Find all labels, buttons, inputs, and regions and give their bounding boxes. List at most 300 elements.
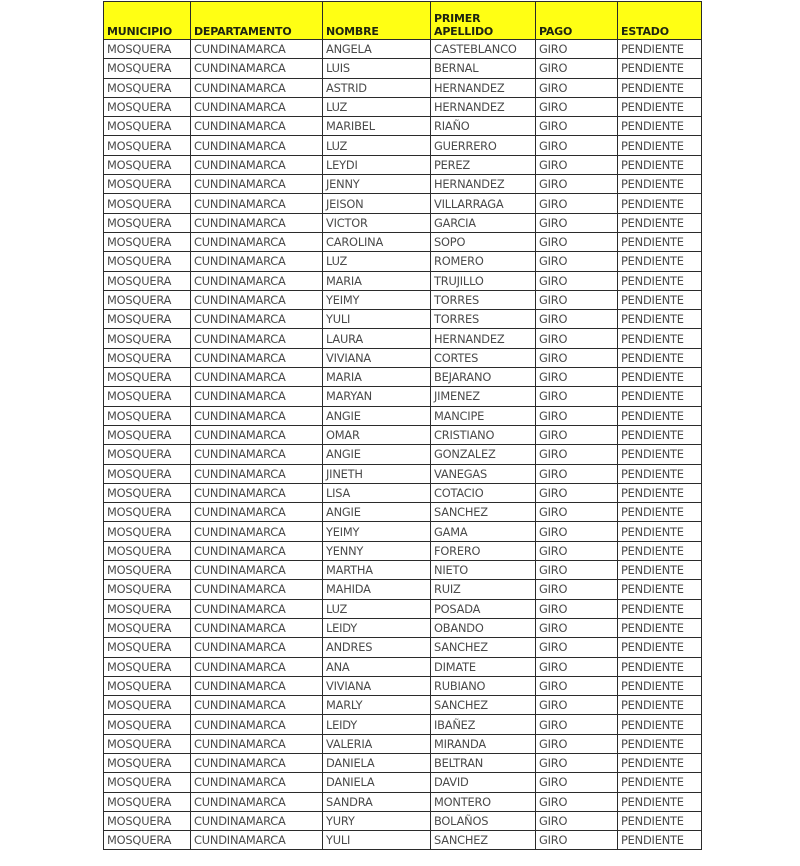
cell-municipio: MOSQUERA [104,329,191,348]
cell-estado: PENDIENTE [618,406,702,425]
cell-primer-apellido: COTACIO [431,483,536,502]
cell-primer-apellido: HERNANDEZ [431,97,536,116]
cell-pago: GIRO [536,348,618,367]
cell-municipio: MOSQUERA [104,561,191,580]
cell-pago: GIRO [536,175,618,194]
table-row [104,811,702,830]
cell-nombre: YENNY [323,541,431,560]
cell-primer-apellido: IBAÑEZ [431,715,536,734]
cell-pago: GIRO [536,59,618,78]
cell-nombre: DANIELA [323,773,431,792]
cell-pago: GIRO [536,464,618,483]
table-row [104,59,702,78]
table-row [104,734,702,753]
cell-pago: GIRO [536,271,618,290]
table-row [104,348,702,367]
cell-estado: PENDIENTE [618,638,702,657]
cell-departamento: CUNDINAMARCA [191,657,323,676]
cell-primer-apellido: BEJARANO [431,368,536,387]
cell-municipio: MOSQUERA [104,811,191,830]
cell-primer-apellido: BELTRAN [431,753,536,772]
cell-municipio: MOSQUERA [104,734,191,753]
cell-pago: GIRO [536,657,618,676]
cell-primer-apellido: HERNANDEZ [431,329,536,348]
cell-primer-apellido: RIAÑO [431,117,536,136]
cell-municipio: MOSQUERA [104,445,191,464]
cell-departamento: CUNDINAMARCA [191,387,323,406]
cell-nombre: JEISON [323,194,431,213]
cell-municipio: MOSQUERA [104,599,191,618]
cell-municipio: MOSQUERA [104,78,191,97]
cell-primer-apellido: MIRANDA [431,734,536,753]
table-row [104,464,702,483]
cell-estado: PENDIENTE [618,40,702,59]
cell-primer-apellido: HERNANDEZ [431,78,536,97]
cell-departamento: CUNDINAMARCA [191,561,323,580]
cell-primer-apellido: PEREZ [431,155,536,174]
table-row [104,252,702,271]
cell-estado: PENDIENTE [618,425,702,444]
cell-nombre: LUIS [323,59,431,78]
cell-pago: GIRO [536,522,618,541]
cell-estado: PENDIENTE [618,580,702,599]
header-primer-apellido-line2: APELLIDO [434,25,494,38]
cell-pago: GIRO [536,136,618,155]
cell-municipio: MOSQUERA [104,368,191,387]
cell-primer-apellido: GUERRERO [431,136,536,155]
table-row [104,271,702,290]
cell-estado: PENDIENTE [618,290,702,309]
cell-estado: PENDIENTE [618,252,702,271]
table-row [104,792,702,811]
cell-estado: PENDIENTE [618,734,702,753]
table-row [104,503,702,522]
cell-primer-apellido: SANCHEZ [431,831,536,850]
cell-pago: GIRO [536,406,618,425]
cell-municipio: MOSQUERA [104,252,191,271]
table-row [104,483,702,502]
cell-nombre: JINETH [323,464,431,483]
table-row [104,290,702,309]
cell-pago: GIRO [536,541,618,560]
cell-nombre: YULI [323,831,431,850]
cell-nombre: DANIELA [323,753,431,772]
cell-municipio: MOSQUERA [104,676,191,695]
cell-nombre: YURY [323,811,431,830]
table-row [104,676,702,695]
table-row [104,773,702,792]
cell-estado: PENDIENTE [618,831,702,850]
cell-departamento: CUNDINAMARCA [191,618,323,637]
cell-municipio: MOSQUERA [104,657,191,676]
cell-pago: GIRO [536,483,618,502]
cell-departamento: CUNDINAMARCA [191,638,323,657]
cell-municipio: MOSQUERA [104,59,191,78]
table-row [104,329,702,348]
cell-municipio: MOSQUERA [104,387,191,406]
cell-nombre: LUZ [323,252,431,271]
cell-nombre: MAHIDA [323,580,431,599]
cell-municipio: MOSQUERA [104,541,191,560]
cell-primer-apellido: DIMATE [431,657,536,676]
header-row [104,2,702,40]
cell-pago: GIRO [536,232,618,251]
cell-pago: GIRO [536,580,618,599]
cell-pago: GIRO [536,310,618,329]
table-row [104,580,702,599]
cell-municipio: MOSQUERA [104,310,191,329]
cell-departamento: CUNDINAMARCA [191,213,323,232]
cell-municipio: MOSQUERA [104,425,191,444]
cell-municipio: MOSQUERA [104,753,191,772]
cell-primer-apellido: JIMENEZ [431,387,536,406]
cell-nombre: LAURA [323,329,431,348]
cell-municipio: MOSQUERA [104,618,191,637]
cell-primer-apellido: MANCIPE [431,406,536,425]
cell-primer-apellido: GAMA [431,522,536,541]
cell-departamento: CUNDINAMARCA [191,117,323,136]
cell-departamento: CUNDINAMARCA [191,194,323,213]
cell-departamento: CUNDINAMARCA [191,97,323,116]
cell-municipio: MOSQUERA [104,271,191,290]
header-municipio: MUNICIPIO [104,2,191,40]
cell-primer-apellido: FORERO [431,541,536,560]
cell-nombre: LUZ [323,599,431,618]
cell-estado: PENDIENTE [618,657,702,676]
header-estado: ESTADO [618,2,702,40]
table-row [104,175,702,194]
cell-municipio: MOSQUERA [104,464,191,483]
cell-primer-apellido: ROMERO [431,252,536,271]
cell-nombre: MARIBEL [323,117,431,136]
cell-estado: PENDIENTE [618,155,702,174]
cell-departamento: CUNDINAMARCA [191,676,323,695]
cell-primer-apellido: MONTERO [431,792,536,811]
cell-pago: GIRO [536,561,618,580]
cell-municipio: MOSQUERA [104,638,191,657]
cell-pago: GIRO [536,734,618,753]
cell-estado: PENDIENTE [618,387,702,406]
cell-municipio: MOSQUERA [104,348,191,367]
cell-departamento: CUNDINAMARCA [191,734,323,753]
cell-estado: PENDIENTE [618,753,702,772]
cell-municipio: MOSQUERA [104,773,191,792]
cell-pago: GIRO [536,696,618,715]
cell-nombre: ASTRID [323,78,431,97]
cell-estado: PENDIENTE [618,503,702,522]
table-row [104,445,702,464]
cell-nombre: JENNY [323,175,431,194]
cell-nombre: ANGIE [323,503,431,522]
cell-primer-apellido: NIETO [431,561,536,580]
cell-primer-apellido: OBANDO [431,618,536,637]
cell-departamento: CUNDINAMARCA [191,310,323,329]
cell-estado: PENDIENTE [618,522,702,541]
cell-pago: GIRO [536,387,618,406]
header-pago: PAGO [536,2,618,40]
cell-primer-apellido: CORTES [431,348,536,367]
cell-pago: GIRO [536,78,618,97]
cell-primer-apellido: BOLAÑOS [431,811,536,830]
cell-nombre: LISA [323,483,431,502]
cell-primer-apellido: SANCHEZ [431,638,536,657]
table-row [104,638,702,657]
cell-nombre: LUZ [323,136,431,155]
table-row [104,232,702,251]
table-row [104,696,702,715]
cell-pago: GIRO [536,753,618,772]
table-row [104,368,702,387]
cell-estado: PENDIENTE [618,792,702,811]
cell-departamento: CUNDINAMARCA [191,503,323,522]
cell-departamento: CUNDINAMARCA [191,696,323,715]
table-row [104,310,702,329]
cell-pago: GIRO [536,117,618,136]
table-row [104,561,702,580]
cell-municipio: MOSQUERA [104,483,191,502]
cell-estado: PENDIENTE [618,194,702,213]
table-row [104,599,702,618]
cell-pago: GIRO [536,97,618,116]
cell-municipio: MOSQUERA [104,696,191,715]
cell-departamento: CUNDINAMARCA [191,252,323,271]
cell-estado: PENDIENTE [618,618,702,637]
cell-pago: GIRO [536,40,618,59]
cell-pago: GIRO [536,252,618,271]
cell-pago: GIRO [536,638,618,657]
cell-nombre: MARIA [323,368,431,387]
cell-nombre: SANDRA [323,792,431,811]
table-row [104,155,702,174]
cell-estado: PENDIENTE [618,445,702,464]
table-row [104,213,702,232]
cell-pago: GIRO [536,811,618,830]
table-row [104,406,702,425]
cell-estado: PENDIENTE [618,175,702,194]
cell-nombre: ANGELA [323,40,431,59]
table-body [104,40,702,850]
cell-departamento: CUNDINAMARCA [191,541,323,560]
cell-pago: GIRO [536,503,618,522]
cell-nombre: OMAR [323,425,431,444]
table-row [104,522,702,541]
cell-departamento: CUNDINAMARCA [191,445,323,464]
table-row [104,117,702,136]
cell-nombre: MARLY [323,696,431,715]
cell-estado: PENDIENTE [618,561,702,580]
cell-primer-apellido: VANEGAS [431,464,536,483]
cell-estado: PENDIENTE [618,368,702,387]
cell-municipio: MOSQUERA [104,136,191,155]
cell-municipio: MOSQUERA [104,40,191,59]
cell-departamento: CUNDINAMARCA [191,290,323,309]
cell-municipio: MOSQUERA [104,715,191,734]
cell-departamento: CUNDINAMARCA [191,175,323,194]
cell-nombre: ANDRES [323,638,431,657]
cell-nombre: MARIA [323,271,431,290]
cell-estado: PENDIENTE [618,59,702,78]
cell-nombre: LEIDY [323,618,431,637]
cell-departamento: CUNDINAMARCA [191,792,323,811]
cell-departamento: CUNDINAMARCA [191,464,323,483]
cell-departamento: CUNDINAMARCA [191,580,323,599]
table-row [104,657,702,676]
header-nombre: NOMBRE [323,2,431,40]
cell-municipio: MOSQUERA [104,97,191,116]
cell-primer-apellido: DAVID [431,773,536,792]
cell-estado: PENDIENTE [618,676,702,695]
cell-pago: GIRO [536,773,618,792]
cell-estado: PENDIENTE [618,329,702,348]
cell-primer-apellido: CRISTIANO [431,425,536,444]
cell-estado: PENDIENTE [618,117,702,136]
cell-municipio: MOSQUERA [104,155,191,174]
cell-departamento: CUNDINAMARCA [191,78,323,97]
table-row [104,831,702,850]
cell-departamento: CUNDINAMARCA [191,271,323,290]
cell-pago: GIRO [536,329,618,348]
table-row [104,194,702,213]
cell-estado: PENDIENTE [618,348,702,367]
cell-estado: PENDIENTE [618,213,702,232]
cell-pago: GIRO [536,831,618,850]
cell-nombre: YEIMY [323,522,431,541]
header-primer-apellido-line1: PRIMER [434,12,481,25]
cell-primer-apellido: TRUJILLO [431,271,536,290]
cell-nombre: VIVIANA [323,676,431,695]
cell-municipio: MOSQUERA [104,792,191,811]
table-row [104,541,702,560]
table-row [104,97,702,116]
cell-pago: GIRO [536,368,618,387]
cell-departamento: CUNDINAMARCA [191,831,323,850]
cell-estado: PENDIENTE [618,811,702,830]
cell-pago: GIRO [536,155,618,174]
cell-municipio: MOSQUERA [104,213,191,232]
cell-departamento: CUNDINAMARCA [191,232,323,251]
cell-departamento: CUNDINAMARCA [191,368,323,387]
cell-estado: PENDIENTE [618,715,702,734]
cell-departamento: CUNDINAMARCA [191,348,323,367]
cell-nombre: VALERIA [323,734,431,753]
cell-departamento: CUNDINAMARCA [191,406,323,425]
cell-nombre: LUZ [323,97,431,116]
cell-departamento: CUNDINAMARCA [191,599,323,618]
cell-nombre: VICTOR [323,213,431,232]
cell-pago: GIRO [536,676,618,695]
cell-nombre: MARTHA [323,561,431,580]
table-row [104,425,702,444]
cell-departamento: CUNDINAMARCA [191,522,323,541]
cell-departamento: CUNDINAMARCA [191,811,323,830]
cell-departamento: CUNDINAMARCA [191,773,323,792]
cell-estado: PENDIENTE [618,483,702,502]
cell-primer-apellido: GARCIA [431,213,536,232]
cell-municipio: MOSQUERA [104,290,191,309]
cell-municipio: MOSQUERA [104,580,191,599]
cell-nombre: MARYAN [323,387,431,406]
table-row [104,387,702,406]
cell-pago: GIRO [536,290,618,309]
cell-primer-apellido: SOPO [431,232,536,251]
cell-primer-apellido: GONZALEZ [431,445,536,464]
cell-municipio: MOSQUERA [104,175,191,194]
table-row [104,715,702,734]
cell-pago: GIRO [536,425,618,444]
cell-primer-apellido: POSADA [431,599,536,618]
cell-municipio: MOSQUERA [104,194,191,213]
cell-pago: GIRO [536,715,618,734]
cell-primer-apellido: SANCHEZ [431,696,536,715]
cell-nombre: LEYDI [323,155,431,174]
table-row [104,618,702,637]
cell-departamento: CUNDINAMARCA [191,59,323,78]
cell-departamento: CUNDINAMARCA [191,40,323,59]
cell-pago: GIRO [536,194,618,213]
cell-estado: PENDIENTE [618,97,702,116]
cell-pago: GIRO [536,445,618,464]
table-header [104,2,702,40]
cell-primer-apellido: CASTEBLANCO [431,40,536,59]
cell-nombre: CAROLINA [323,232,431,251]
cell-estado: PENDIENTE [618,310,702,329]
cell-primer-apellido: HERNANDEZ [431,175,536,194]
cell-estado: PENDIENTE [618,464,702,483]
cell-estado: PENDIENTE [618,232,702,251]
cell-nombre: VIVIANA [323,348,431,367]
cell-estado: PENDIENTE [618,541,702,560]
cell-primer-apellido: TORRES [431,290,536,309]
table-row [104,40,702,59]
header-departamento: DEPARTAMENTO [191,2,323,40]
cell-municipio: MOSQUERA [104,117,191,136]
cell-municipio: MOSQUERA [104,522,191,541]
cell-estado: PENDIENTE [618,599,702,618]
cell-municipio: MOSQUERA [104,503,191,522]
table-row [104,78,702,97]
cell-primer-apellido: TORRES [431,310,536,329]
cell-primer-apellido: RUIZ [431,580,536,599]
cell-departamento: CUNDINAMARCA [191,425,323,444]
cell-pago: GIRO [536,618,618,637]
cell-primer-apellido: RUBIANO [431,676,536,695]
cell-municipio: MOSQUERA [104,406,191,425]
cell-nombre: YULI [323,310,431,329]
cell-estado: PENDIENTE [618,136,702,155]
cell-pago: GIRO [536,599,618,618]
cell-municipio: MOSQUERA [104,232,191,251]
cell-estado: PENDIENTE [618,271,702,290]
cell-primer-apellido: VILLARRAGA [431,194,536,213]
cell-nombre: LEIDY [323,715,431,734]
beneficiaries-table [103,1,702,850]
table-row [104,136,702,155]
cell-departamento: CUNDINAMARCA [191,753,323,772]
cell-departamento: CUNDINAMARCA [191,155,323,174]
table-row [104,753,702,772]
cell-primer-apellido: BERNAL [431,59,536,78]
cell-nombre: ANA [323,657,431,676]
cell-municipio: MOSQUERA [104,831,191,850]
cell-nombre: ANGIE [323,445,431,464]
cell-departamento: CUNDINAMARCA [191,715,323,734]
cell-departamento: CUNDINAMARCA [191,136,323,155]
cell-estado: PENDIENTE [618,773,702,792]
cell-nombre: ANGIE [323,406,431,425]
header-primer-apellido [431,2,536,40]
cell-pago: GIRO [536,213,618,232]
cell-nombre: YEIMY [323,290,431,309]
